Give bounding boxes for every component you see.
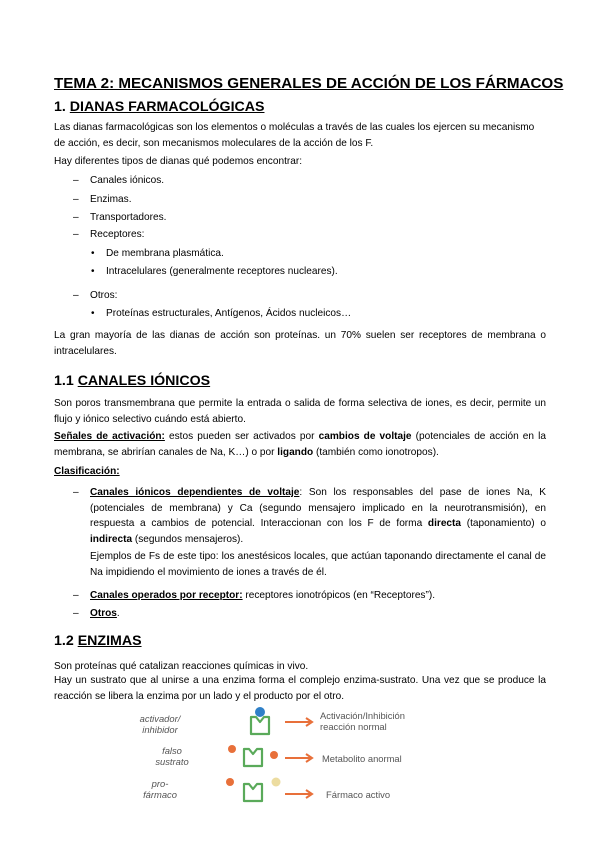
row1-result-a: Activación/Inhibición <box>320 710 405 721</box>
dash-icon: – <box>73 212 79 223</box>
s11-paragraph-1: Son poros transmembrana que permite la entrada o salida de forma selectiva de iones, es decir, permite un flujo y iónico selectivo cuándo está abierto. <box>54 398 546 425</box>
active-drug-circle-icon <box>272 778 281 787</box>
text-run: . <box>116 608 120 619</box>
row3-label-b: fármaco <box>143 789 177 800</box>
sub-list-item: Proteínas estructurales, Antígenos, Ácidos nucleicos… <box>106 308 352 319</box>
dash-icon: – <box>73 175 79 186</box>
sub-list-item: De membrana plasmática. <box>106 248 224 259</box>
dash-icon: – <box>73 194 79 205</box>
clasif-item-otros <box>90 606 120 621</box>
section-1-2-title: ENZIMAS <box>77 633 142 649</box>
row1-label-b: inhibidor <box>142 724 178 735</box>
enzyme-icon <box>244 784 262 801</box>
section-1-number: 1. <box>54 99 66 115</box>
text-run: (potenciales de acción en la membrana, se abrirían canales de Na, K…) o por <box>54 431 547 458</box>
text-run: (también como ionotropos). <box>313 446 439 458</box>
bullet-icon: • <box>91 308 95 319</box>
section-1-2-heading <box>54 633 142 649</box>
false-substrate-circle-icon <box>228 745 236 753</box>
text-run: (segundos mensajeros). <box>132 533 244 545</box>
s1-paragraph-1-line-2: de acción, es decir, son mecanismos moleculares de la acción de los F. <box>54 138 374 149</box>
s12-paragraph-1: Son proteínas qué catalizan reacciones químicas in vivo. <box>54 661 309 672</box>
section-1-1-title: CANALES IÓNICOS <box>77 373 211 389</box>
sub-list-item: Intracelulares (generalmente receptores nucleares). <box>106 266 338 277</box>
enzyme-icon <box>251 717 269 734</box>
text-run: : Son los responsables del pase de iones Na, K (potenciales de membrana) y Ca (segundo mensajero implicado en la neurotransmisión), en respuesta a cambios de potencial. Interaccionan con los F de forma <box>90 487 546 530</box>
list-item: Otros: <box>90 290 118 301</box>
row3-result: Fármaco activo <box>326 789 391 800</box>
row3-label-a: pro- <box>151 778 169 789</box>
text-run: Canales operados por receptor: <box>90 590 243 601</box>
row1-label-a: activador/ <box>139 713 181 724</box>
dash-icon: – <box>73 487 79 498</box>
enzyme-icon <box>244 749 262 766</box>
clasif-item-voltaje <box>90 485 546 547</box>
text-run: Otros <box>90 608 117 619</box>
section-1-2-number: 1.2 <box>54 633 74 649</box>
s1-paragraph-3: La gran mayoría de las dianas de acción son proteínas. un 70% suelen ser receptores de membrana o intracelulares. <box>54 330 546 357</box>
list-item: Transportadores. <box>90 212 167 223</box>
section-1-heading <box>54 99 264 115</box>
s1-paragraph-2: Hay diferentes tipos de dianas qué podemos encontrar: <box>54 156 303 167</box>
row2-label-a: falso <box>162 745 182 756</box>
prodrug-circle-icon <box>226 778 234 786</box>
text-run: (taponamiento) o <box>461 518 546 530</box>
list-item: Canales iónicos. <box>90 175 165 186</box>
dash-icon: – <box>73 608 79 619</box>
text-run: ligando <box>277 446 314 458</box>
s12-paragraph-2: Hay un sustrato que al unirse a una enzima forma el complejo enzima-sustrato. Una vez que se produce la reacción se libera la enzima por un lado y el producto por el otro. <box>54 675 546 702</box>
s1-paragraph-1-line-1: Las dianas farmacológicas son los elementos o moléculas a través de las cuales los ejercen su mecanismo <box>54 122 535 133</box>
text-run: estos pueden ser activados por <box>164 431 319 442</box>
text-run: receptores ionotrópicos (en “Receptores”). <box>242 590 436 601</box>
page-title: TEMA 2: MECANISMOS GENERALES DE ACCIÓN DE LOS FÁRMACOS <box>54 75 564 92</box>
enzyme-diagram <box>120 702 420 812</box>
s11-senales-paragraph <box>54 429 546 460</box>
dash-icon: – <box>73 290 79 301</box>
text-run: cambios de voltaje <box>318 431 412 442</box>
clasificacion-label: Clasificación: <box>54 466 120 477</box>
clasif-example: Ejemplos de Fs de este tipo: los anestésicos locales, que actúan taponando directamente el canal de Na impidiendo el movimiento de iones a través de él. <box>90 551 546 578</box>
row2-label-b: sustrato <box>155 756 189 767</box>
activator-circle-icon <box>255 707 265 717</box>
row1-result-b: reacción normal <box>320 721 387 732</box>
list-item: Receptores: <box>90 229 145 240</box>
section-1-1-heading <box>54 373 210 389</box>
section-1-title: DIANAS FARMACOLÓGICAS <box>69 99 265 115</box>
text-run: Canales iónicos dependientes de voltaje <box>90 487 300 498</box>
text-run: indirecta <box>90 533 133 545</box>
row2-result: Metabolito anormal <box>322 753 402 764</box>
senales-label: Señales de activación: <box>54 431 165 442</box>
dash-icon: – <box>73 590 79 601</box>
product-circle-icon <box>270 751 278 759</box>
section-1-1-number: 1.1 <box>54 373 74 389</box>
bullet-icon: • <box>91 248 95 259</box>
bullet-icon: • <box>91 266 95 277</box>
clasif-item-receptor <box>90 588 435 603</box>
list-item: Enzimas. <box>90 194 132 205</box>
dash-icon: – <box>73 229 79 240</box>
text-run: directa <box>427 518 462 530</box>
